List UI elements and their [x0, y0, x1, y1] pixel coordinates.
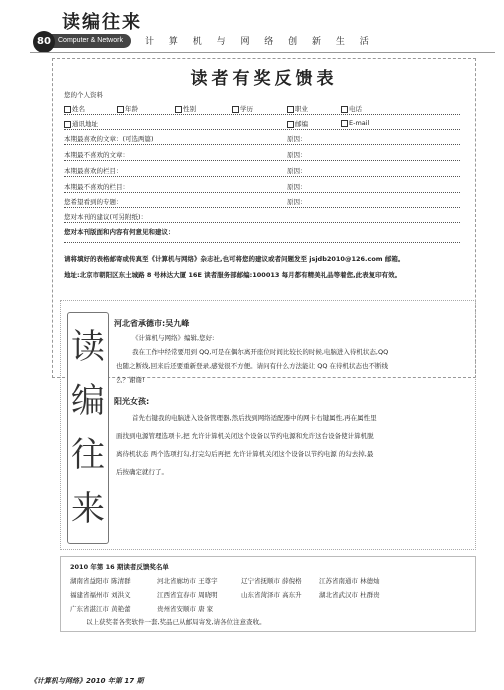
footer-issue: 《计算机与网络》2010 年第 17 期 — [30, 677, 144, 685]
gender-checkbox[interactable] — [175, 106, 182, 113]
ideas-label: 您对本刊版面和内容有何意见和建议： — [64, 228, 175, 236]
instruction-1: 请将填好的表格邮寄或传真至《计算机与网络》杂志社,也可将您的建议或者问题发至 jsjdb2010@126.com 邮箱。 — [64, 255, 405, 263]
winner-3-2: 贵州省安顺市 唐 家 — [157, 605, 214, 613]
field-zipcode: 邮编 — [295, 120, 308, 128]
personal-info-label: 您的个人资料 — [64, 91, 103, 99]
q4-underline[interactable] — [64, 191, 460, 193]
suggestion-label: 您对本刊的建议(可另附纸)： — [64, 213, 148, 221]
reply-line-2: 面找到电源管理选项卡,把 允许计算机关闭这个设备以节约电源和允许这台设备使计算机脱 — [116, 432, 374, 440]
q5-underline[interactable] — [64, 206, 460, 208]
header-rule — [30, 52, 495, 53]
field-gender: 性别 — [183, 105, 196, 113]
zipcode-checkbox[interactable] — [287, 121, 294, 128]
field-age: 年龄 — [125, 105, 138, 113]
reason-3: 原因： — [287, 167, 307, 175]
question-5: 您希望看到的专题： — [64, 198, 123, 206]
winner-1-2: 河北省廊坊市 王尊宇 — [157, 577, 218, 585]
address-checkbox[interactable] — [64, 121, 71, 128]
row1-underline — [64, 113, 460, 115]
winner-2-3: 山东省菏泽市 高东升 — [241, 591, 302, 599]
winner-2-2: 江西省宜春市 周晓明 — [157, 591, 218, 599]
winner-3-1: 广东省湛江市 黄艳蕾 — [70, 605, 131, 613]
side-char-2: 编 — [71, 381, 105, 421]
winner-1-1: 湖南省益阳市 陈清群 — [70, 577, 131, 585]
winner-1-4: 江苏省南通市 林德灿 — [319, 577, 380, 585]
page-number-badge: 80 — [33, 31, 55, 53]
letter1-line-4: 么？谢谢! — [116, 376, 145, 384]
side-char-3: 往 — [71, 435, 105, 475]
question-1: 本期最喜欢的文章：(可选两篇) — [64, 135, 154, 143]
side-title-box — [67, 312, 109, 544]
q2-underline[interactable] — [64, 159, 460, 161]
form-title: 读者有奖反馈表 — [190, 69, 338, 89]
instruction-2: 地址:北京市朝阳区东土城路 8 号林达大厦 16E 读者服务部邮编:100013 每月都有精美礼品等着您,此表复印有效。 — [64, 271, 402, 279]
suggestion-underline[interactable] — [64, 221, 460, 223]
field-phone: 电话 — [349, 105, 362, 113]
brand-pill: Computer & Network — [50, 34, 131, 48]
side-char-4: 来 — [71, 489, 105, 529]
education-checkbox[interactable] — [232, 106, 239, 113]
column-title: 读编往来 — [62, 12, 142, 33]
question-4: 本期最不喜欢的栏目： — [64, 183, 129, 191]
winners-note: 以上获奖者各奖软件一套,奖品已从邮局寄发,请各位注意查收。 — [86, 618, 266, 626]
q3-underline[interactable] — [64, 175, 460, 177]
letter1-heading: 河北省承德市:吴九峰 — [114, 319, 190, 328]
section-subtitle: 计 算 机 与 网 络 创 新 生 活 — [145, 37, 375, 47]
reason-5: 原因： — [287, 198, 307, 206]
name-checkbox[interactable] — [64, 106, 71, 113]
reply-line-1: 首先右键我的电脑进入设备管理器,然后找到网络适配器中的网卡右键属性,再在属性里 — [132, 414, 377, 422]
side-char-1: 读 — [71, 327, 105, 367]
reply-line-4: 后按确定就行了。 — [116, 468, 168, 476]
winners-title: 2010 年第 16 期读者反馈奖名单 — [70, 563, 169, 571]
row2-underline — [64, 128, 460, 130]
reply-line-3: 离待机状态 两个选项打勾,打完勾后再把 允许计算机关闭这个设备以节约电源 的勾去掉,最 — [116, 450, 374, 458]
winner-1-3: 辽宁省抚顺市 薛倪格 — [241, 577, 302, 585]
reply-heading: 阳光女孩: — [114, 397, 150, 406]
occupation-checkbox[interactable] — [287, 106, 294, 113]
letter1-line-1: 《计算机与网络》编辑,您好: — [132, 334, 215, 342]
letter1-line-3: 也随之断线,回来后还要重新登录,感觉很不方便。请问有什么方法能让 QQ 在待机状态也不断线 — [116, 362, 388, 370]
letter1-line-2: 我在工作中经常要用到 QQ,可是在偶尔离开座位时间比较长的时候,电脑进入待机状态,QQ — [132, 348, 389, 356]
field-address: 通讯地址 — [72, 120, 98, 128]
field-occupation: 职业 — [295, 105, 308, 113]
field-name: 姓名 — [72, 105, 85, 113]
question-3: 本期最喜欢的栏目： — [64, 167, 123, 175]
winner-2-1: 福建省福州市 刘洪义 — [70, 591, 131, 599]
reason-1: 原因： — [287, 135, 307, 143]
reason-2: 原因： — [287, 151, 307, 159]
winner-2-4: 湖北省武汉市 杜群贵 — [319, 591, 380, 599]
phone-checkbox[interactable] — [341, 106, 348, 113]
email-checkbox[interactable] — [341, 120, 348, 127]
field-education: 学历 — [240, 105, 253, 113]
ideas-underline[interactable] — [64, 241, 460, 243]
field-email: E-mail — [349, 119, 370, 127]
question-2: 本期最不喜欢的文章： — [64, 151, 129, 159]
q1-underline[interactable] — [64, 143, 460, 145]
age-checkbox[interactable] — [117, 106, 124, 113]
reason-4: 原因： — [287, 183, 307, 191]
